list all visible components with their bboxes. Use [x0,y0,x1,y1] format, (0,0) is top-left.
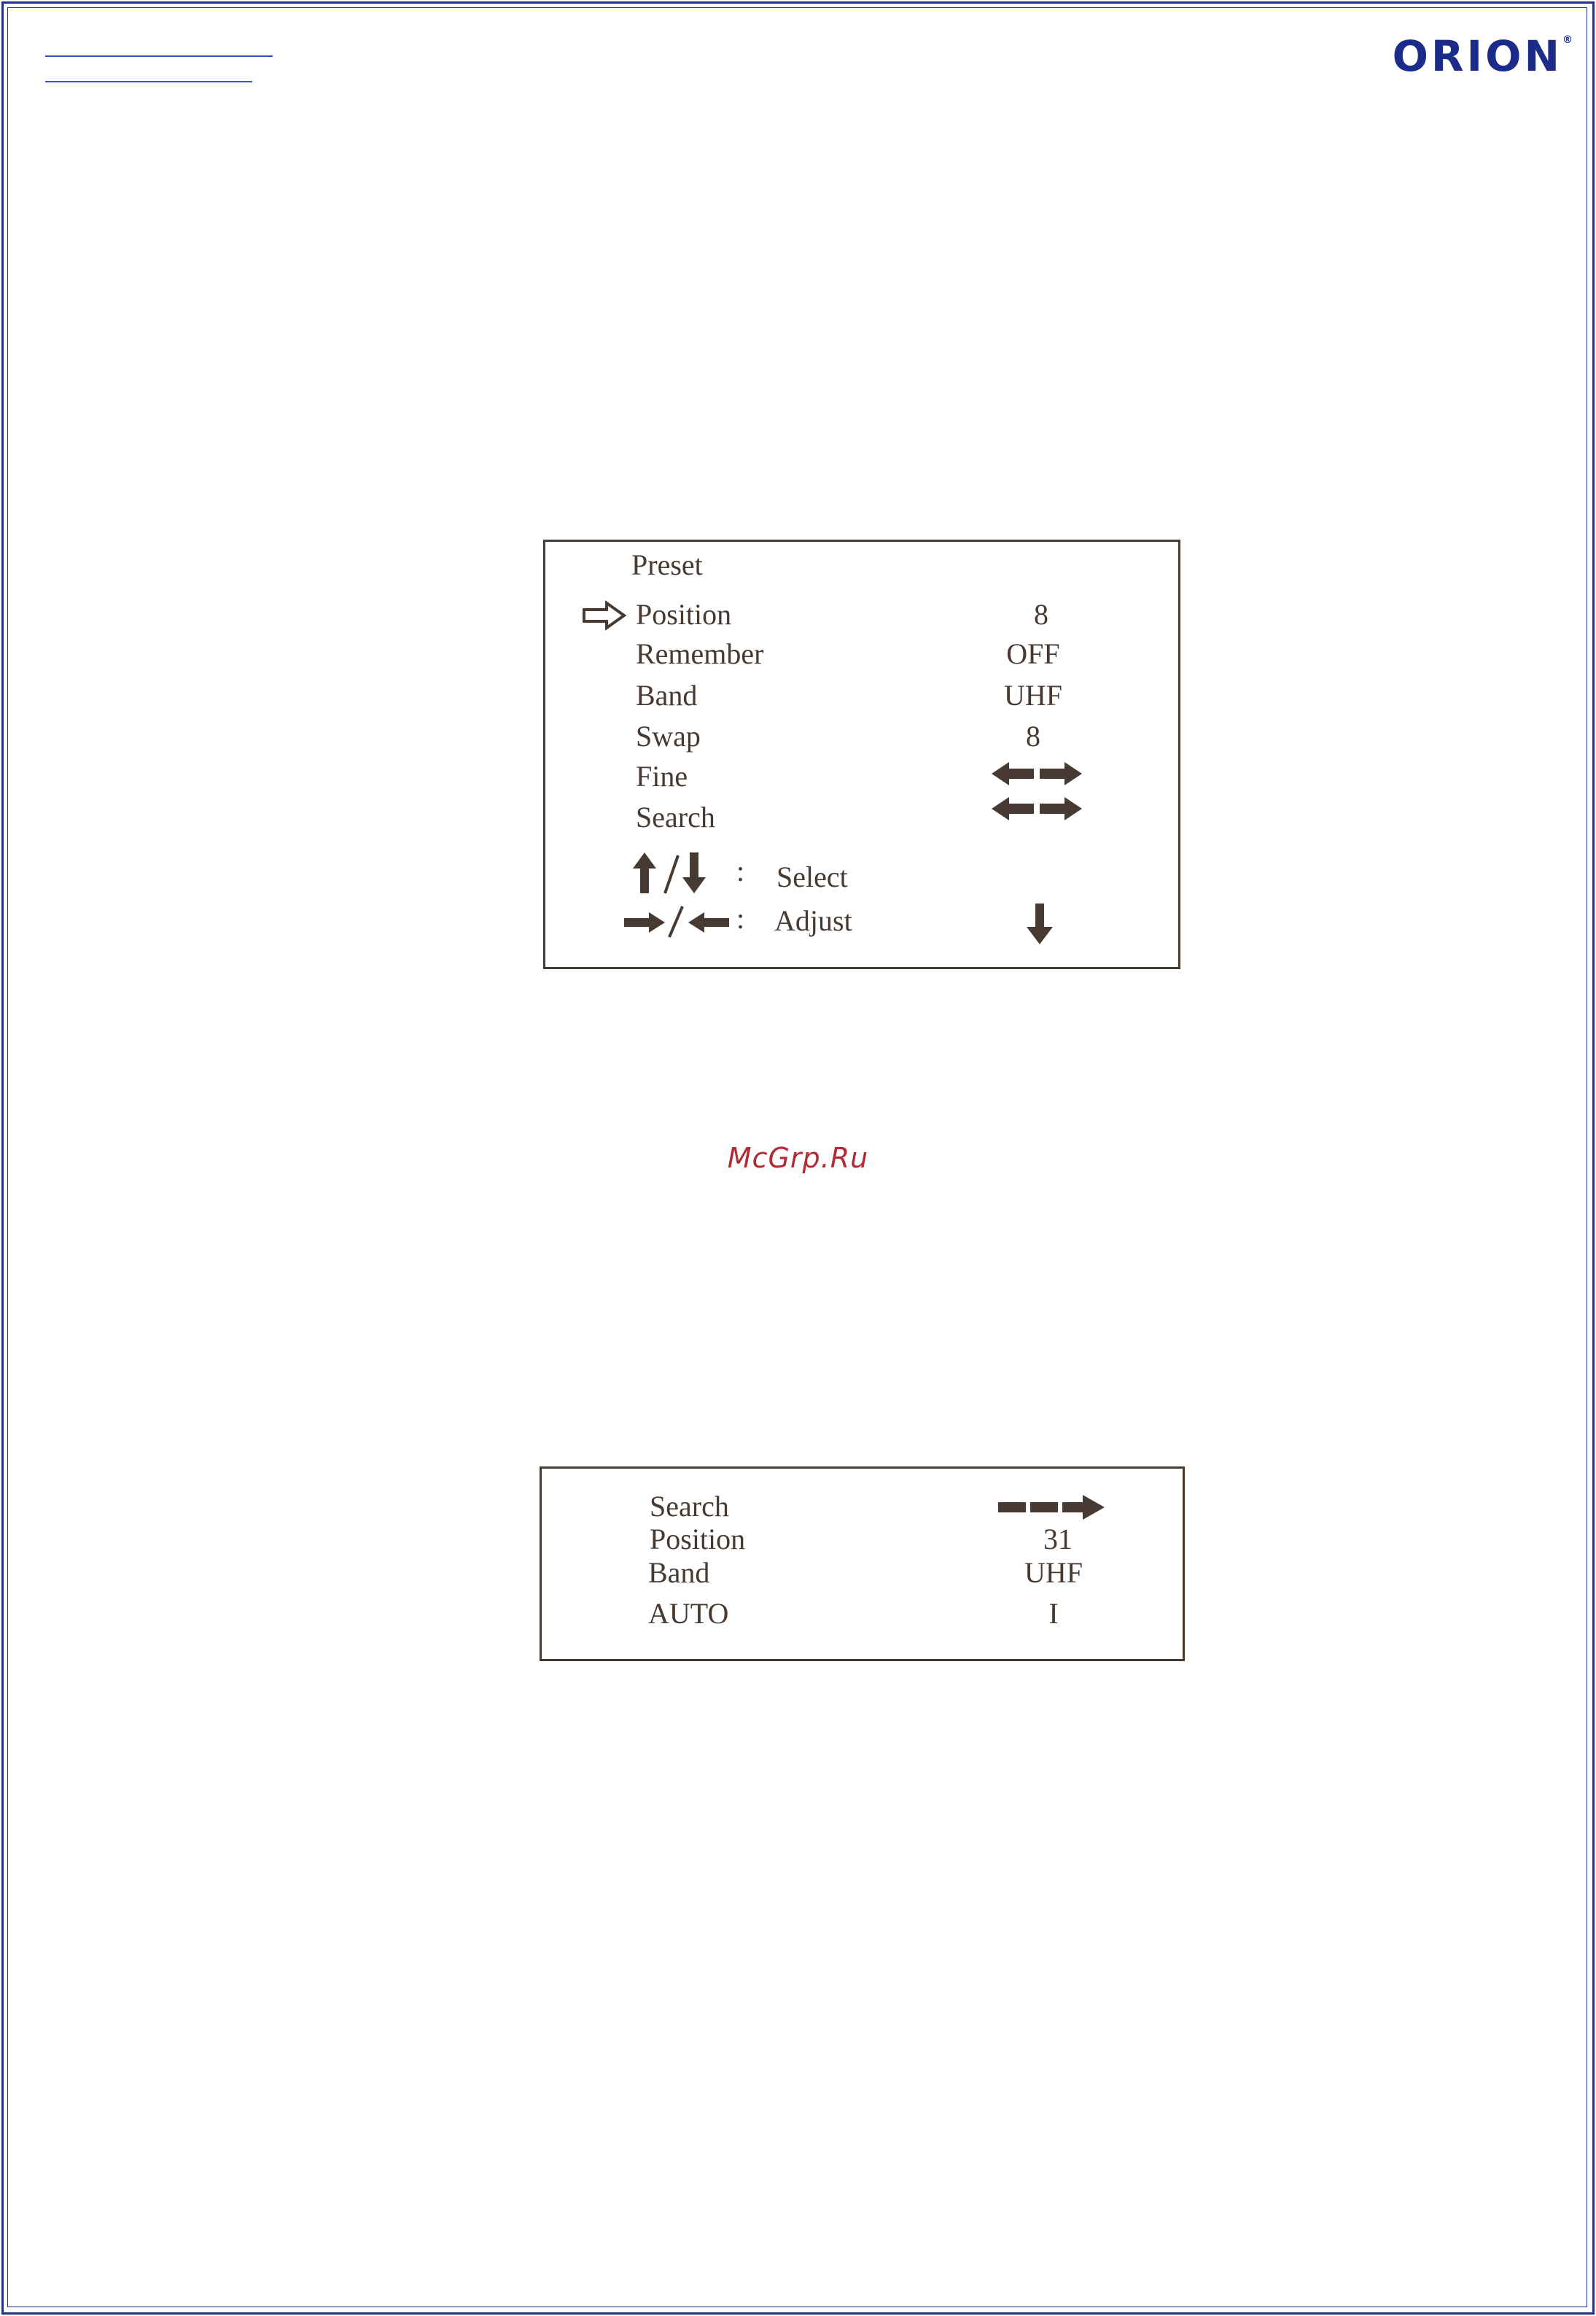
preset-row-value-remember: OFF [1006,637,1060,670]
dashed-right-arrow-icon [997,1492,1106,1521]
preset-row-value-position: 8 [1034,598,1048,631]
logo-text: ORION [1392,31,1562,81]
search-row-value-position: 31 [1043,1523,1073,1555]
orion-logo [1392,31,1573,81]
preset-row-label-band: Band [636,679,698,712]
preset-row-label-fine: Fine [636,760,688,793]
adjust-label: Adjust [774,904,852,937]
header-link-line[interactable] [45,55,273,57]
up-down-arrows-icon [631,851,719,896]
search-row-value-auto: I [1048,1597,1059,1630]
search-row-label-band: Band [648,1556,710,1589]
preset-row-label-remember: Remember [636,637,764,670]
right-left-arrows-icon [623,904,732,940]
select-separator: : [736,855,745,887]
header-link-line[interactable] [45,81,252,82]
search-row-label-position: Position [650,1523,746,1555]
watermark: McGrp.Ru [727,1142,869,1174]
preset-row-label-swap: Swap [636,720,701,753]
preset-menu-title: Preset [631,548,703,581]
adjust-separator: : [736,902,745,935]
left-right-arrows-icon [990,794,1083,823]
search-row-label-search: Search [650,1490,729,1523]
preset-row-label-search: Search [636,801,715,833]
search-row-value-band: UHF [1024,1556,1083,1589]
preset-menu [543,540,1180,969]
registered-mark: ® [1562,34,1573,46]
down-arrow-icon [1025,902,1054,946]
select-label: Select [776,860,848,893]
left-right-arrows-icon [990,759,1083,788]
search-row-label-auto: AUTO [648,1597,729,1630]
hollow-right-arrow-icon [582,600,627,631]
preset-row-label-position: Position [636,598,732,631]
search-menu [540,1466,1185,1661]
preset-row-value-swap: 8 [1026,720,1040,753]
preset-row-value-band: UHF [1003,679,1063,712]
